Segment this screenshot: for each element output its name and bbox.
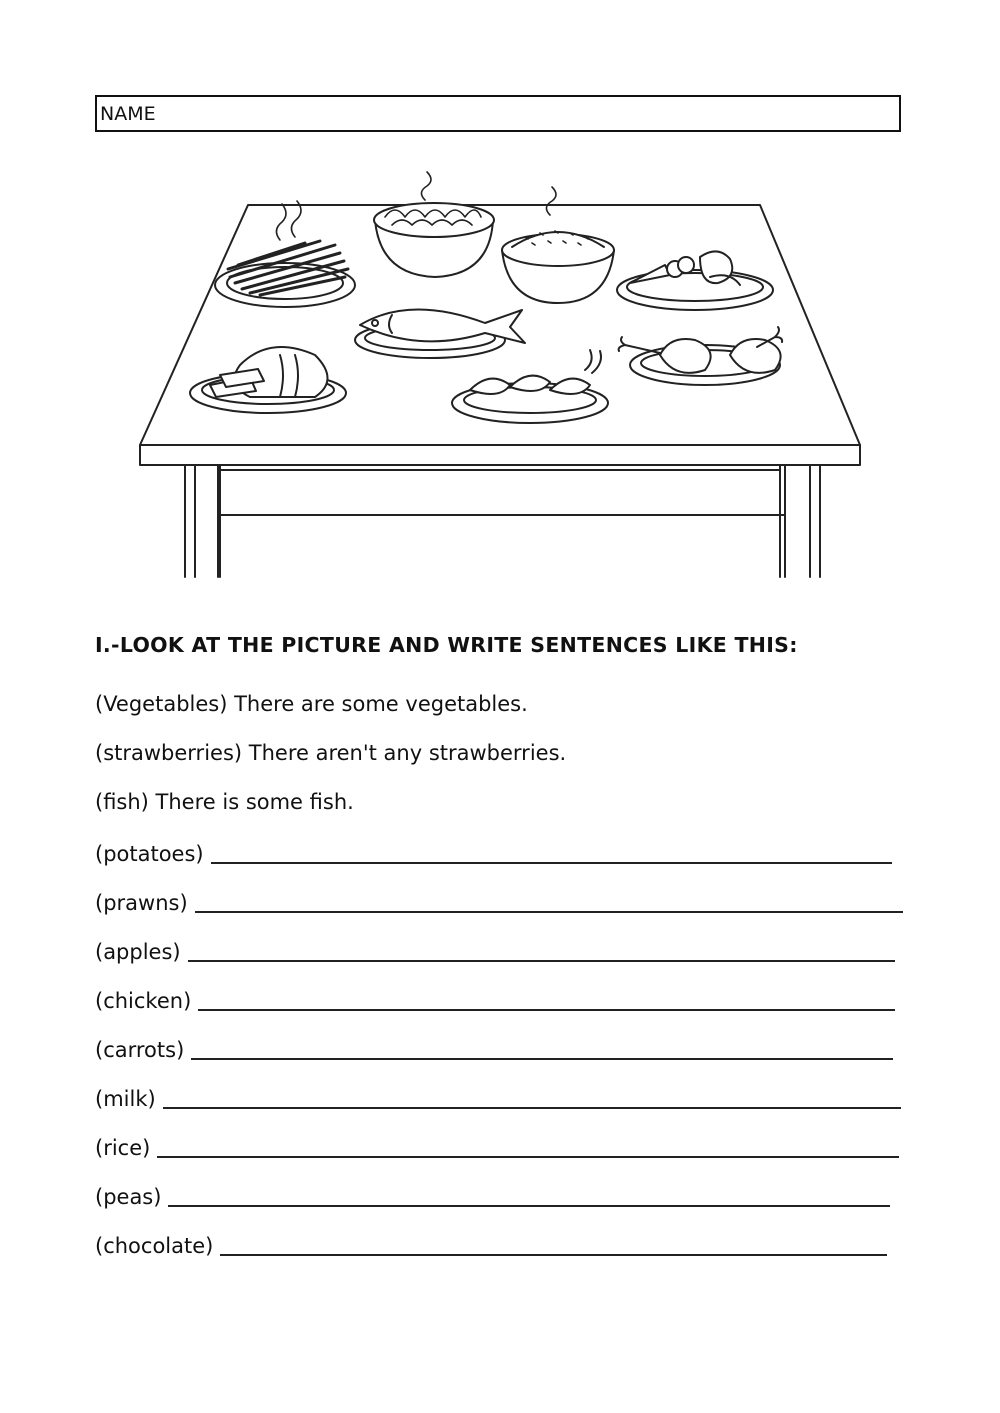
prompt-label: (potatoes) xyxy=(95,842,204,866)
answer-row xyxy=(95,985,895,1015)
name-field[interactable] xyxy=(95,95,901,132)
prompt-label: (chicken) xyxy=(95,989,192,1013)
example-sentence: (Vegetables) There are some vegetables. xyxy=(95,692,528,716)
answer-row xyxy=(95,1230,887,1260)
exercise-heading: I.-LOOK AT THE PICTURE AND WRITE SENTENCES LIKE THIS: xyxy=(95,633,798,657)
answer-row xyxy=(95,1034,893,1064)
food-table-illustration xyxy=(130,165,870,585)
answer-blank[interactable] xyxy=(191,1058,893,1060)
answer-blank[interactable] xyxy=(220,1254,887,1256)
prompt-label: (apples) xyxy=(95,940,181,964)
example-sentence: (fish) There is some fish. xyxy=(95,790,354,814)
prompt-label: (chocolate) xyxy=(95,1234,214,1258)
prompt-label: (rice) xyxy=(95,1136,151,1160)
answer-blank[interactable] xyxy=(195,911,903,913)
answer-blank[interactable] xyxy=(188,960,895,962)
answer-row xyxy=(95,838,892,868)
name-label: NAME xyxy=(100,103,156,125)
answer-row xyxy=(95,1083,901,1113)
answer-blank[interactable] xyxy=(211,862,892,864)
prompt-label: (milk) xyxy=(95,1087,156,1111)
example-sentence: (strawberries) There aren't any strawberries. xyxy=(95,741,567,765)
table-leg-left xyxy=(185,465,220,577)
answer-row xyxy=(95,1132,899,1162)
answer-row xyxy=(95,936,895,966)
answer-blank[interactable] xyxy=(168,1205,890,1207)
table-leg-right xyxy=(780,465,820,577)
answer-row xyxy=(95,1181,890,1211)
answer-blank[interactable] xyxy=(157,1156,899,1158)
vegetable-plate xyxy=(617,270,773,310)
answer-blank[interactable] xyxy=(163,1107,901,1109)
answer-row xyxy=(95,887,903,917)
table-edge xyxy=(140,445,860,465)
answer-blank[interactable] xyxy=(198,1009,895,1011)
prompt-label: (carrots) xyxy=(95,1038,185,1062)
prompt-label: (prawns) xyxy=(95,891,188,915)
prompt-label: (peas) xyxy=(95,1185,162,1209)
